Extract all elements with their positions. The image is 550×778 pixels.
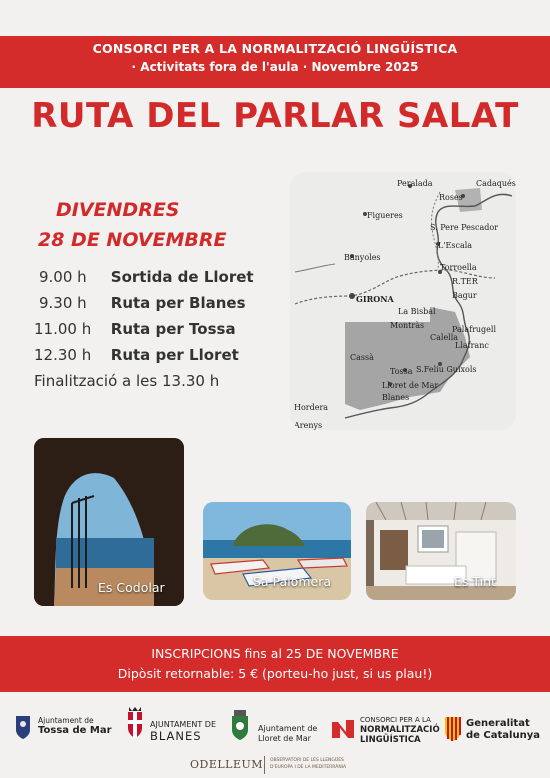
schedule-time: 9.00 h	[39, 268, 87, 286]
map-label: Hordera	[294, 403, 329, 412]
logo-cnl	[330, 716, 440, 746]
header-banner	[0, 36, 550, 88]
deposit-info: Dipòsit retornable: 5 € (porteu-ho just, si us plau!)	[117, 666, 433, 681]
event-day: DIVENDRES	[56, 199, 180, 221]
map-label: Cassà	[350, 353, 374, 362]
map-label: Llafranc	[455, 341, 489, 350]
logo-lloret-line2: Lloret de Mar	[258, 734, 311, 743]
schedule-row	[34, 316, 284, 342]
registration-deadline: INSCRIPCIONS fins al 25 DE NOVEMBRE	[151, 646, 399, 661]
map-label: Roses	[439, 193, 463, 202]
logo-lloret-line1: Ajuntament de	[258, 724, 318, 733]
route-map	[290, 172, 516, 430]
photo-es-codolar	[34, 438, 184, 606]
blanes-shield-icon	[124, 706, 146, 740]
map-label: Cadaqués	[476, 179, 516, 188]
photo-sa-palomera	[203, 502, 351, 600]
photo-es-tint	[366, 502, 516, 600]
logo-odelleum-sub2: D'EUROPA I DE LA MEDITERRÀNIA	[270, 765, 347, 770]
logo-generalitat-line2: de Catalunya	[466, 730, 540, 741]
map-label: Tossa	[390, 367, 413, 376]
map-label: Torroella	[440, 263, 477, 272]
logo-cnl-line1: CONSORCI PER A LA	[360, 716, 431, 724]
logo-generalitat-line1: Generalitat	[466, 718, 530, 729]
logo-blanes-small: AJUNTAMENT DE	[150, 720, 216, 729]
girona-dot	[349, 293, 355, 299]
photo-caption: Es Tint	[454, 574, 496, 589]
schedule	[34, 264, 284, 394]
logo-cnl-line2: NORMALITZACIÓ	[360, 725, 440, 735]
logo-blanes	[124, 706, 224, 746]
logo-tossa-small: Ajuntament de	[38, 716, 94, 725]
map-label: Arenys	[294, 421, 323, 430]
map-label: Peralada	[397, 179, 433, 188]
event-date: 28 DE NOVEMBRE	[38, 229, 227, 251]
map-label: Blanes	[382, 393, 410, 402]
event-subtitle: · Activitats fora de l'aula · Novembre 2025	[131, 60, 419, 74]
map-label: Figueres	[367, 211, 403, 220]
schedule-row	[34, 342, 284, 368]
map-label: La Bisbal	[398, 307, 436, 316]
photo-caption: Sa Palomera	[253, 574, 331, 589]
map-label: S. Pere Pescador	[430, 223, 499, 232]
schedule-activity: Ruta per Tossa	[110, 320, 236, 338]
map-label: Montràs	[390, 321, 425, 330]
logo-tossa-big: Tossa de Mar	[38, 725, 112, 736]
logo-odelleum-name: ODELLEUM	[190, 758, 264, 771]
tossa-shield-icon	[14, 714, 32, 740]
map-label: Calella	[430, 333, 459, 342]
page-title: RUTA DEL PARLAR SALAT	[31, 96, 519, 136]
map-label: R.TER	[452, 277, 478, 286]
logo-cnl-line3: LINGÜÍSTICA	[360, 735, 421, 745]
map-label: GIRONA	[356, 294, 394, 304]
logo-generalitat	[444, 716, 548, 746]
map-label: L'Escala	[438, 241, 473, 250]
schedule-activity: Ruta per Blanes	[110, 294, 246, 312]
map-label: Banyoles	[344, 253, 381, 262]
schedule-activity: Ruta per Lloret	[110, 346, 239, 364]
logo-odelleum	[190, 756, 360, 776]
schedule-activity: Sortida de Lloret	[110, 268, 254, 286]
map-label: Palafrugell	[452, 325, 497, 334]
organizer-name: CONSORCI PER A LA NORMALITZACIÓ LINGÜÍSTICA	[92, 41, 458, 56]
schedule-row	[34, 290, 284, 316]
schedule-time: 9.30 h	[39, 294, 87, 312]
map-label: Lloret de Mar	[382, 381, 439, 390]
map-drawing	[290, 172, 516, 430]
schedule-time: 12.30 h	[34, 346, 92, 364]
logo-blanes-big: BLANES	[150, 729, 202, 743]
cnl-mark-icon	[330, 718, 356, 740]
photo-caption: Es Codolar	[98, 580, 165, 595]
logo-tossa	[14, 714, 114, 744]
sponsor-logos	[0, 704, 550, 778]
registration-banner	[0, 636, 550, 692]
schedule-time: 11.00 h	[34, 320, 92, 338]
logo-divider	[264, 756, 265, 774]
map-label: S.Feliu Guixols	[416, 365, 477, 374]
logo-odelleum-sub1: OBSERVATORI DE LES LLENGÜES	[270, 758, 344, 763]
logo-lloret	[228, 708, 320, 748]
lloret-shield-icon	[228, 708, 252, 742]
end-time: Finalització a les 13.30 h	[34, 372, 220, 390]
map-label: Bagur	[452, 291, 477, 300]
schedule-row	[34, 264, 284, 290]
generalitat-flag-icon	[444, 716, 462, 742]
